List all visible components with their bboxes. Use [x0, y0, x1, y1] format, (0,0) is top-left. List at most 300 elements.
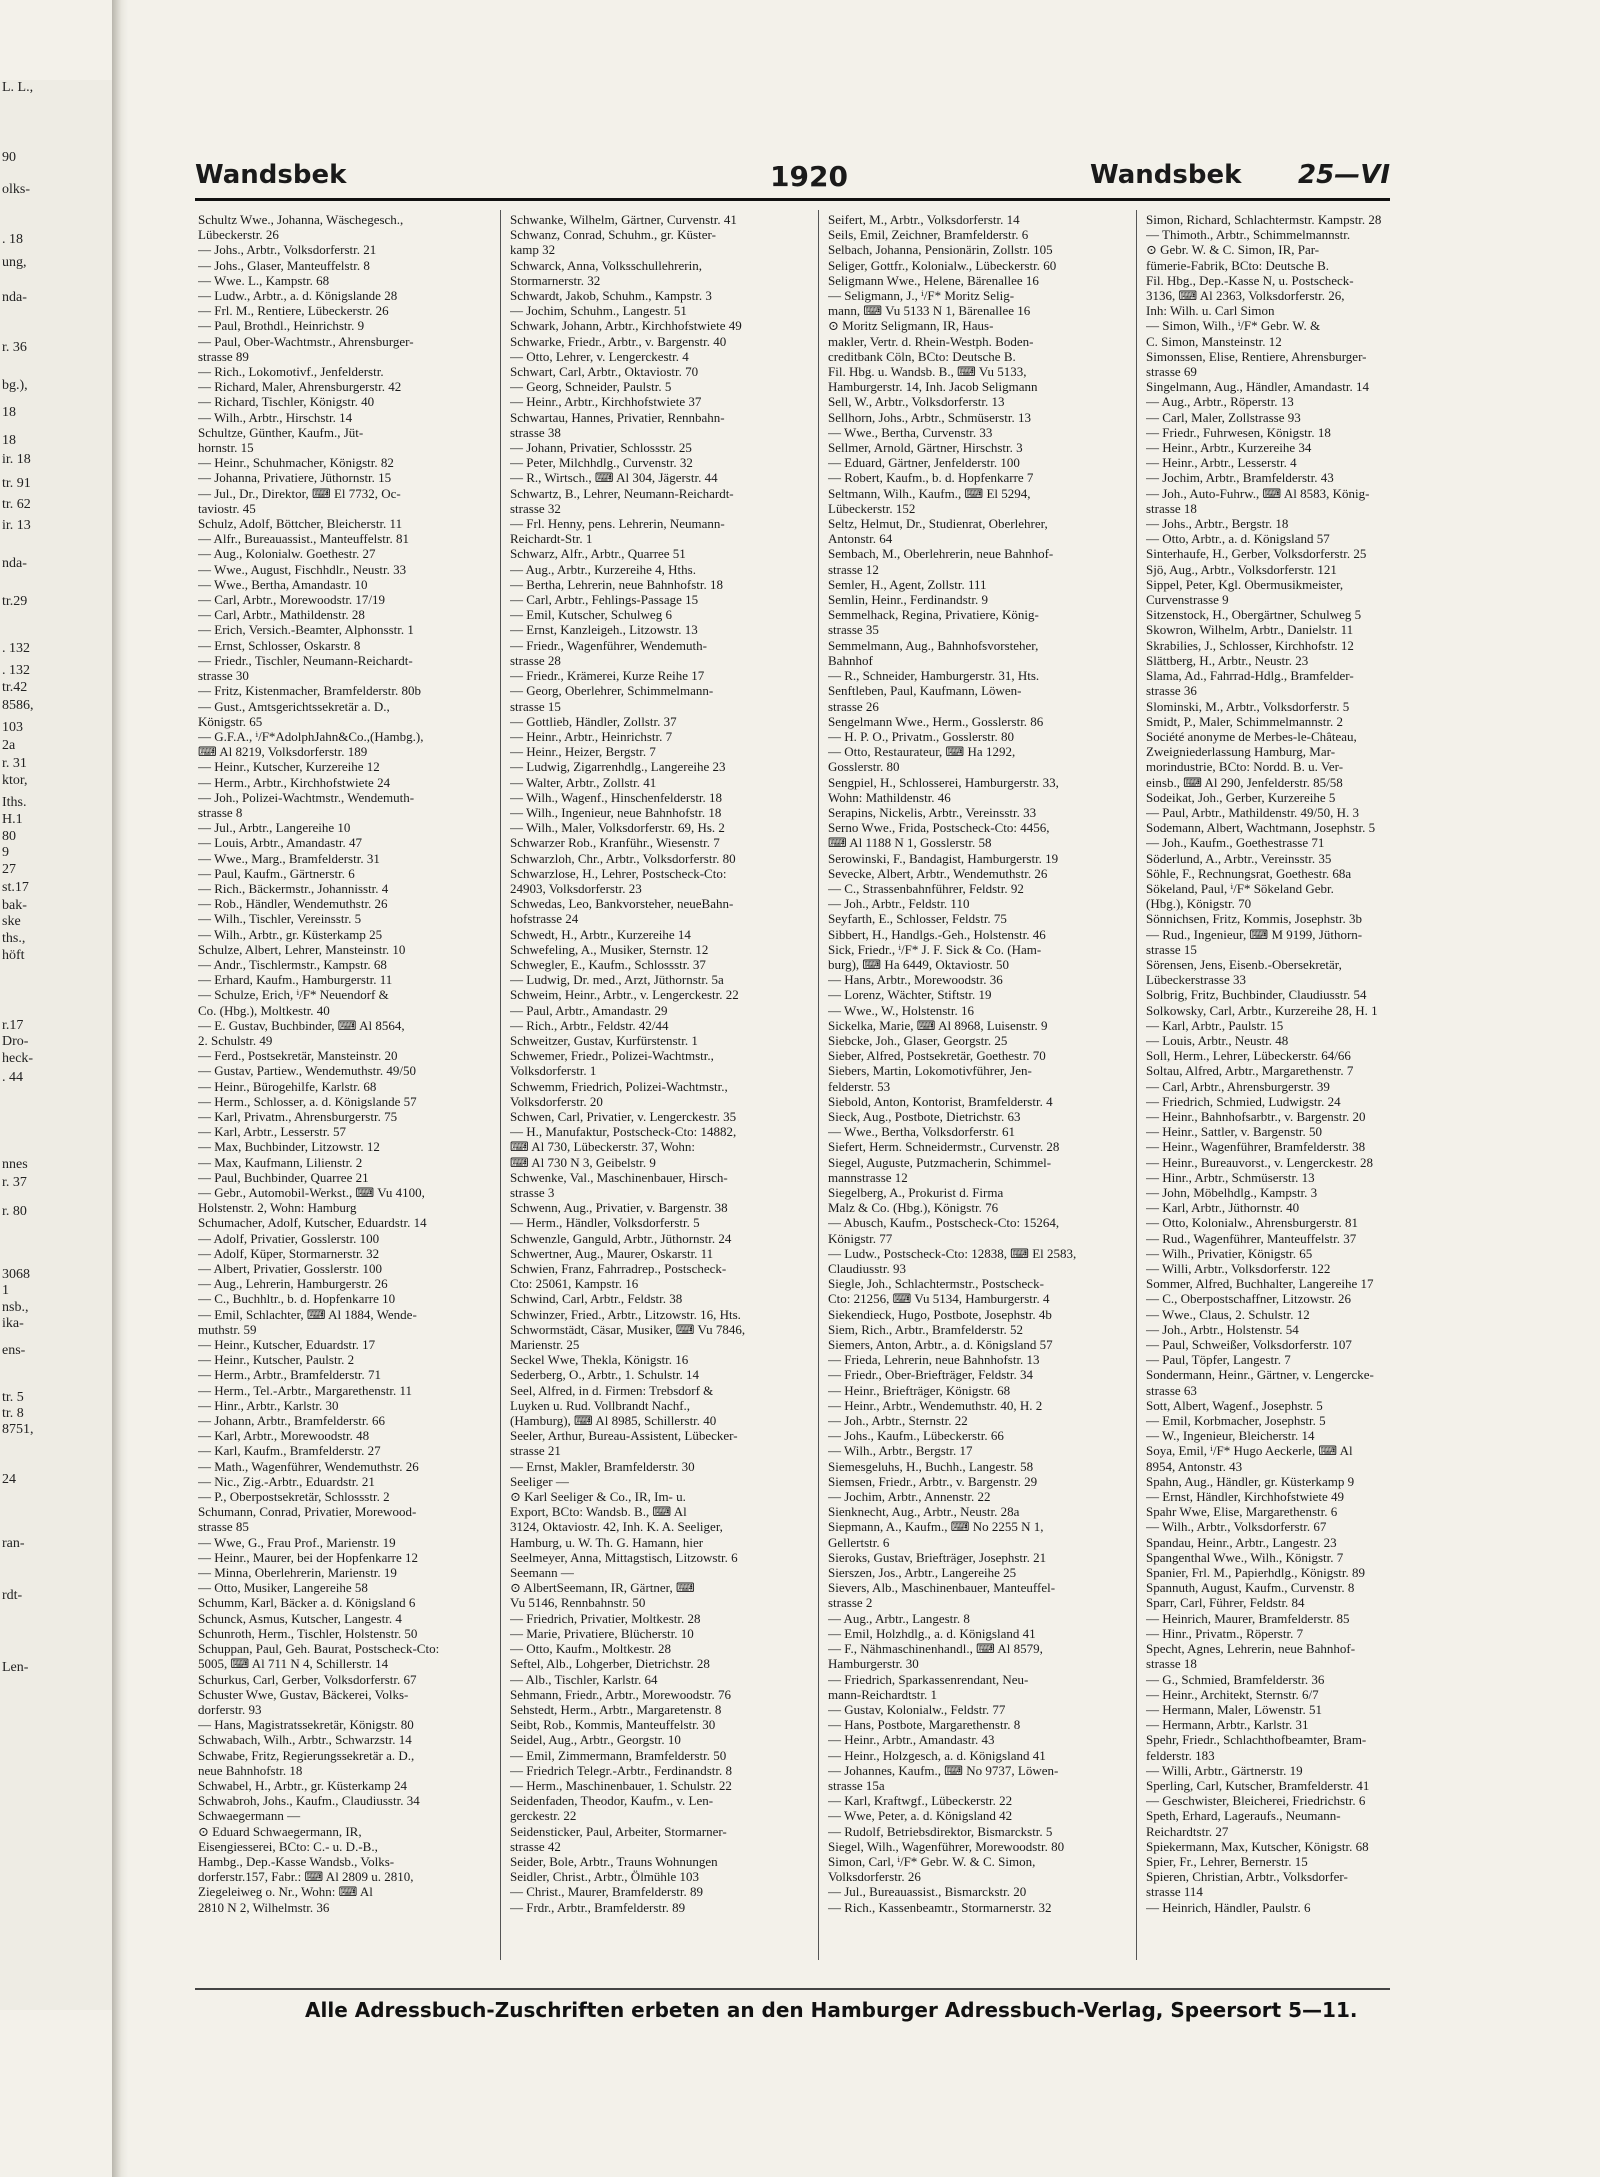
adjacent-page-fragment: 8751,	[2, 1422, 34, 1437]
directory-entry-line: Schulze, Albert, Lehrer, Mansteinstr. 10	[198, 941, 406, 957]
directory-entry-line: Königstr. 65	[198, 713, 263, 729]
directory-entry-line: Söderlund, A., Arbtr., Vereinsstr. 35	[1146, 850, 1332, 866]
directory-entry-line: — Christ., Maurer, Bramfelderstr. 89	[510, 1884, 703, 1900]
directory-entry-line: — Louis, Arbtr., Neustr. 48	[1146, 1032, 1289, 1048]
directory-entry-line: Inh: Wilh. u. Carl Simon	[1146, 303, 1275, 319]
directory-entry-line: — Wwe. L., Kampstr. 68	[198, 272, 330, 288]
directory-entry-line: Claudiusstr. 93	[828, 1261, 907, 1277]
adjacent-page-fragment: r. 31	[2, 756, 27, 771]
directory-entry-line: — Paul, Buchbinder, Quarree 21	[198, 1169, 369, 1185]
directory-entry-line: — Heinr., Kutscher, Paulstr. 2	[198, 1352, 355, 1368]
directory-entry-line: Vu 5146, Rennbahnstr. 50	[510, 1595, 646, 1611]
directory-entry-line: Sieck, Aug., Postbote, Dietrichstr. 63	[828, 1108, 1021, 1124]
directory-entry-line: Schwemer, Friedr., Polizei-Wachtmstr.,	[510, 1048, 714, 1064]
directory-entry-line: Selbach, Johanna, Pensionärin, Zollstr. 105	[828, 242, 1053, 258]
directory-entry-line: Siemers, Anton, Arbtr., a. d. Königsland 57	[828, 1337, 1053, 1353]
directory-entry-line: — Karl, Arbtr., Lesserstr. 57	[198, 1124, 347, 1140]
directory-entry-line: Stormarnerstr. 32	[510, 272, 601, 288]
adjacent-page-fragment: tr. 62	[2, 497, 31, 512]
directory-entry-line: Sondermann, Heinr., Gärtner, v. Lengercke-	[1146, 1367, 1374, 1383]
directory-entry-line: Schunroth, Herm., Tischler, Holstenstr. 50	[198, 1625, 418, 1641]
directory-entry-line: — Abusch, Kaufm., Postscheck-Cto: 15264,	[828, 1215, 1060, 1231]
directory-entry-line: Seelmeyer, Anna, Mittagstisch, Litzowstr. 6	[510, 1549, 738, 1565]
directory-entry-line: 2810 N 2, Wilhelmstr. 36	[198, 1899, 330, 1915]
directory-entry-line: — Otto, Musiker, Langereihe 58	[198, 1580, 368, 1596]
adjacent-page-edge	[0, 80, 113, 2010]
directory-entry-line: — Math., Wagenführer, Wendemuthstr. 26	[198, 1458, 419, 1474]
adjacent-page-fragment: nda-	[2, 556, 27, 571]
directory-entry-line: Lübeckerstrasse 33	[1146, 972, 1246, 988]
directory-entry-line: — Rich., Lokomotivf., Jenfelderstr.	[198, 364, 384, 380]
directory-entry-line: — Herm., Schlosser, a. d. Königslande 57	[198, 1093, 417, 1109]
directory-entry-line: Cto: 21256, ⌨ Vu 5134, Hamburgerstr. 4	[828, 1291, 1050, 1307]
directory-entry-line: — Geschwister, Bleicherei, Friedrichstr. 6	[1146, 1793, 1366, 1809]
directory-entry-line: — Frdr., Arbtr., Bramfelderstr. 89	[510, 1899, 686, 1915]
directory-entry-line: — Georg, Schneider, Paulstr. 5	[510, 379, 672, 395]
directory-entry-line: — H. P. O., Privatm., Gosslerstr. 80	[828, 728, 1014, 744]
directory-entry-line: Skowron, Wilhelm, Arbtr., Danielstr. 11	[1146, 622, 1354, 638]
directory-entry-line: Schwinzer, Fried., Arbtr., Litzowstr. 16, Hts.	[510, 1306, 741, 1322]
directory-entry-line: Hambg., Dep.-Kasse Wandsb., Volks-	[198, 1853, 395, 1869]
directory-entry-line: — Wwe, Peter, a. d. Königsland 42	[828, 1808, 1013, 1824]
directory-entry-line: Sjö, Aug., Arbtr., Volksdorferstr. 121	[1146, 561, 1337, 577]
directory-entry-line: Königstr. 77	[828, 1230, 893, 1246]
directory-entry-line: — Friedr., Wagenführer, Wendemuth-	[510, 637, 707, 653]
directory-entry-line: Gosslerstr. 80	[828, 759, 900, 775]
directory-entry-line: — Hans, Arbtr., Morewoodstr. 36	[828, 972, 1003, 988]
directory-entry-line: Co. (Hbg.), Moltkestr. 40	[198, 1002, 330, 1018]
directory-entry-line: Schwenke, Val., Maschinenbauer, Hirsch-	[510, 1169, 728, 1185]
directory-entry-line: — Johs., Glaser, Manteuffelstr. 8	[198, 257, 370, 273]
directory-entry-line: Solkowsky, Carl, Arbtr., Kurzereihe 28, H. 1	[1146, 1002, 1378, 1018]
directory-entry-line: — G., Schmied, Bramfelderstr. 36	[1146, 1671, 1325, 1687]
directory-entry-line: Schumacher, Adolf, Kutscher, Eduardstr. 14	[198, 1215, 427, 1231]
directory-entry-line: Sodeikat, Joh., Gerber, Kurzereihe 5	[1146, 789, 1336, 805]
directory-entry-line: Schwarzlose, H., Lehrer, Postscheck-Cto:	[510, 865, 727, 881]
directory-entry-line: Lübeckerstr. 26	[198, 227, 279, 243]
directory-entry-line: — Max, Buchbinder, Litzowstr. 12	[198, 1139, 380, 1155]
directory-entry-line: morindustrie, BCto: Nordd. B. u. Ver-	[1146, 759, 1344, 775]
directory-entry-line: — Friedrich, Privatier, Moltkestr. 28	[510, 1610, 701, 1626]
directory-entry-line: — Schulze, Erich, ⁱ/F* Neuendorf &	[198, 987, 389, 1003]
directory-entry-line: — Otto, Restaurateur, ⌨ Ha 1292,	[828, 744, 1016, 760]
directory-entry-line: — Karl, Arbtr., Paulstr. 15	[1146, 1017, 1284, 1033]
directory-entry-line: — Friedr., Tischler, Neumann-Reichardt-	[198, 652, 413, 668]
directory-entry-line: — Friedrich, Sparkassenrendant, Neu-	[828, 1671, 1029, 1687]
directory-entry-line: gerckestr. 22	[510, 1808, 577, 1824]
directory-entry-line: — Wwe., W., Holstenstr. 16	[828, 1002, 975, 1018]
directory-entry-line: — Lorenz, Wächter, Stiftstr. 19	[828, 987, 992, 1003]
directory-entry-line: — Heinr., Arbtr., Amandastr. 43	[828, 1732, 995, 1748]
directory-entry-line: Sitzenstock, H., Obergärtner, Schulweg 5	[1146, 607, 1362, 623]
directory-entry-line: — Heinr., Arbtr., Lesserstr. 4	[1146, 455, 1297, 471]
directory-entry-line: Zweigniederlassung Hamburg, Mar-	[1146, 744, 1336, 760]
adjacent-page-fragment: rdt-	[2, 1588, 23, 1603]
directory-entry-line: creditbank Cöln, BCto: Deutsche B.	[828, 348, 1016, 364]
directory-entry-line: — Ludw., Postscheck-Cto: 12838, ⌨ El 2583,	[828, 1245, 1077, 1261]
directory-entry-line: Hamburg, u. W. Th. G. Hamann, hier	[510, 1534, 704, 1550]
adjacent-page-fragment: tr.29	[2, 594, 28, 609]
directory-entry-line: — Joh., Polizei-Wachtmstr., Wendemuth-	[198, 789, 415, 805]
directory-entry-line: Seckel Wwe, Thekla, Königstr. 16	[510, 1352, 689, 1368]
directory-entry-line: Serapins, Nickelis, Arbtr., Vereinsstr. 33	[828, 804, 1037, 820]
directory-entry-line: Antonstr. 64	[828, 531, 893, 547]
directory-entry-line: Schwefeling, A., Musiker, Sternstr. 12	[510, 941, 709, 957]
directory-entry-line: — Willi, Arbtr., Volksdorferstr. 122	[1146, 1261, 1331, 1277]
directory-entry-line: — R., Wirtsch., ⌨ Al 304, Jägerstr. 44	[510, 470, 718, 486]
directory-entry-line: Bahnhof	[828, 652, 873, 668]
directory-entry-line: Siegel, Auguste, Putzmacherin, Schimmel-	[828, 1154, 1052, 1170]
directory-entry-line: — Johs., Kaufm., Lübeckerstr. 66	[828, 1428, 1004, 1444]
directory-entry-line: fümerie-Fabrik, BCto: Deutsche B.	[1146, 257, 1330, 273]
directory-entry-line: — Jochim, Schuhm., Langestr. 51	[510, 303, 687, 319]
directory-entry-line: — Wilh., Wagenf., Hinschenfelderstr. 18	[510, 789, 723, 805]
directory-entry-line: — Wwe, G., Frau Prof., Marienstr. 19	[198, 1534, 396, 1550]
adjacent-page-fragment: nnes	[2, 1157, 28, 1172]
directory-entry-line: Sönnichsen, Fritz, Kommis, Josephstr. 3b	[1146, 911, 1362, 927]
directory-entry-line: — Ludwig, Zigarrenhdlg., Langereihe 23	[510, 759, 726, 775]
directory-entry-line: — Johs., Arbtr., Volksdorferstr. 21	[198, 242, 377, 258]
directory-entry-line: Seidler, Christ., Arbtr., Ölmühle 103	[510, 1869, 700, 1885]
adjacent-page-fragment: ran-	[2, 1536, 25, 1551]
directory-entry-line: — Heinrich, Maurer, Bramfelderstr. 85	[1146, 1610, 1350, 1626]
directory-entry-line: Seifert, M., Arbtr., Volksdorferstr. 14	[828, 212, 1020, 227]
directory-entry-line: strasse 69	[1146, 364, 1197, 380]
column-divider	[818, 210, 819, 1960]
directory-entry-line: — Carl, Maler, Zollstrasse 93	[1146, 409, 1301, 425]
directory-entry-line: — Jochim, Arbtr., Bramfelderstr. 43	[1146, 470, 1334, 486]
directory-entry-line: Schwartz, B., Lehrer, Neumann-Reichardt-	[510, 485, 734, 501]
directory-entry-line: — Karl, Arbtr., Jüthornstr. 40	[1146, 1200, 1300, 1216]
adjacent-page-fragment: ktor,	[2, 773, 28, 788]
directory-entry-line: — Max, Kaufmann, Lilienstr. 2	[198, 1154, 363, 1170]
directory-entry-line: — Emil, Korbmacher, Josephstr. 5	[1146, 1413, 1326, 1429]
directory-entry-line: Schwien, Franz, Fahrradrep., Postscheck-	[510, 1261, 727, 1277]
directory-entry-line: strasse 2	[828, 1595, 873, 1611]
directory-entry-line: 24903, Volksdorferstr. 23	[510, 880, 642, 896]
directory-entry-line: — Wilh., Ingenieur, neue Bahnhofstr. 18	[510, 804, 722, 820]
directory-entry-line: Fil. Hbg., Dep.-Kasse N, u. Postscheck-	[1146, 272, 1354, 288]
directory-entry-line: — Rud., Wagenführer, Manteuffelstr. 37	[1146, 1230, 1357, 1246]
directory-entry-line: Spanier, Frl. M., Papierhdlg., Königstr. 89	[1146, 1565, 1366, 1581]
directory-entry-line: Lübeckerstr. 152	[828, 500, 916, 516]
adjacent-page-fragment: Len-	[2, 1660, 29, 1675]
directory-entry-line: Spehr, Friedr., Schlachthofbeamter, Bram-	[1146, 1732, 1367, 1748]
directory-entry-line: Seligmann Wwe., Helene, Bärenallee 16	[828, 272, 1039, 288]
directory-entry-line: Spahn, Aug., Händler, gr. Küsterkamp 9	[1146, 1473, 1355, 1489]
directory-entry-line: hofstrasse 24	[510, 911, 579, 927]
adjacent-page-fragment: 2a	[2, 738, 16, 753]
directory-entry-line: — Heinr., Kutscher, Eduardstr. 17	[198, 1337, 376, 1353]
adjacent-page-fragment: r.17	[2, 1018, 24, 1033]
directory-entry-line: — Aug., Arbtr., Langestr. 8	[828, 1610, 970, 1626]
directory-entry-line: Soya, Emil, ⁱ/F* Hugo Aeckerle, ⌨ Al	[1146, 1443, 1353, 1459]
directory-entry-line: Luyken u. Rud. Vollbrandt Nachf.,	[510, 1397, 691, 1413]
directory-entry-line: 2. Schulstr. 49	[198, 1032, 273, 1048]
directory-entry-line: Schulz, Adolf, Böttcher, Bleicherstr. 11	[198, 516, 403, 532]
directory-entry-line: Schwabel, H., Arbtr., gr. Küsterkamp 24	[198, 1777, 408, 1793]
directory-entry-line: Seftel, Alb., Lohgerber, Dietrichstr. 28	[510, 1656, 710, 1672]
directory-entry-line: — Johanna, Privatiere, Jüthornstr. 15	[198, 470, 392, 486]
directory-entry-line: Sellhorn, Johs., Arbtr., Schmüserstr. 13	[828, 409, 1031, 425]
directory-entry-line: felderstr. 183	[1146, 1747, 1215, 1763]
adjacent-page-fragment: 18	[2, 433, 16, 448]
directory-entry-line: ⊙ Gebr. W. & C. Simon, IR, Par-	[1146, 242, 1320, 258]
header-right-place: Wandsbek	[1090, 160, 1242, 190]
adjacent-page-fragment: 80	[2, 829, 16, 844]
directory-entry-line: Simon, Richard, Schlachtermstr. Kampstr. 28	[1146, 212, 1382, 227]
directory-entry-line: Seibt, Rob., Kommis, Manteuffelstr. 30	[510, 1717, 716, 1733]
directory-entry-line: — Aug., Lehrerin, Hamburgerstr. 26	[198, 1276, 388, 1292]
adjacent-page-fragment: bg.),	[2, 378, 28, 393]
adjacent-page-fragment: nsb.,	[2, 1300, 29, 1315]
directory-entry-line: Schumann, Conrad, Privatier, Morewood-	[198, 1504, 417, 1520]
directory-entry-line: strasse 63	[1146, 1382, 1197, 1398]
directory-entry-line: Schwemm, Friedrich, Polizei-Wachtmstr.,	[510, 1078, 728, 1094]
directory-entry-line: Schwedt, H., Arbtr., Kurzereihe 14	[510, 926, 691, 942]
directory-entry-line: 5005, ⌨ Al 711 N 4, Schillerstr. 14	[198, 1656, 389, 1672]
adjacent-page-fragment: tr. 8	[2, 1406, 24, 1421]
adjacent-page-fragment: 24	[2, 1472, 16, 1487]
directory-entry-line: ⌨ Al 730, Lübeckerstr. 37, Wohn:	[510, 1139, 696, 1155]
directory-entry-line: — Heinr., Kutscher, Kurzereihe 12	[198, 759, 380, 775]
directory-entry-line: muthstr. 59	[198, 1321, 257, 1337]
directory-entry-line: — Wwe., Bertha, Curvenstr. 33	[828, 424, 993, 440]
directory-entry-line: Simon, Carl, ⁱ/F* Gebr. W. & C. Simon,	[828, 1853, 1036, 1869]
directory-entry-line: — Ferd., Postsekretär, Mansteinstr. 20	[198, 1048, 398, 1064]
directory-entry-line: — Friedr., Fuhrwesen, Königstr. 18	[1146, 424, 1331, 440]
directory-entry-line: Spieren, Christian, Arbtr., Volksdorfer-	[1146, 1869, 1348, 1885]
directory-entry-line: Ziegeleiweg o. Nr., Wohn: ⌨ Al	[198, 1884, 373, 1900]
directory-entry-line: — Ludwig, Dr. med., Arzt, Jüthornstr. 5a	[510, 972, 724, 988]
directory-entry-line: Siebers, Martin, Lokomotivführer, Jen-	[828, 1063, 1032, 1079]
directory-entry-line: (Hamburg), ⌨ Al 8985, Schillerstr. 40	[510, 1413, 717, 1429]
directory-entry-line: felderstr. 53	[828, 1078, 891, 1094]
directory-entry-line: — C., Strassenbahnführer, Feldstr. 92	[828, 880, 1024, 896]
directory-entry-line: Soltau, Alfred, Arbtr., Margarethenstr. 7	[1146, 1063, 1354, 1079]
directory-entry-line: Schwenn, Aug., Privatier, v. Bargenstr. 38	[510, 1200, 728, 1216]
adjacent-page-fragment: 103	[2, 720, 23, 735]
directory-entry-line: strasse 8	[198, 804, 243, 820]
adjacent-page-fragment: r. 80	[2, 1204, 27, 1219]
directory-entry-line: makler, Vertr. d. Rhein-Westph. Boden-	[828, 333, 1034, 349]
directory-entry-line: — C., Oberpostschaffner, Litzowstr. 26	[1146, 1291, 1352, 1307]
directory-entry-line: — Heinrich, Händler, Paulstr. 6	[1146, 1899, 1311, 1915]
adjacent-page-fragment: nda-	[2, 290, 27, 305]
directory-entry-line: Seeler, Arthur, Bureau-Assistent, Lübecker-	[510, 1428, 738, 1444]
directory-entry-line: ⊙ Eduard Schwaegermann, IR,	[198, 1823, 362, 1839]
directory-entry-line: Speth, Erhard, Lageraufs., Neumann-	[1146, 1808, 1341, 1824]
directory-entry-line: — Richard, Tischler, Königstr. 40	[198, 394, 375, 410]
directory-entry-line: — Frieda, Lehrerin, neue Bahnhofstr. 13	[828, 1352, 1040, 1368]
directory-entry-line: — Aug., Arbtr., Röperstr. 13	[1146, 394, 1294, 410]
directory-entry-line: — Wilh., Arbtr., gr. Küsterkamp 25	[198, 926, 383, 942]
directory-entry-line: Semler, H., Agent, Zollstr. 111	[828, 576, 987, 592]
directory-entry-line: Slättberg, H., Arbtr., Neustr. 23	[1146, 652, 1309, 668]
directory-entry-line: — Heinr., Architekt, Sternstr. 6/7	[1146, 1686, 1319, 1702]
directory-entry-line: Schwertner, Aug., Maurer, Oskarstr. 11	[510, 1245, 714, 1261]
adjacent-page-fragment: tr.42	[2, 680, 28, 695]
directory-entry-line: Seider, Bole, Arbtr., Trauns Wohnungen	[510, 1853, 718, 1869]
directory-entry-line: — Andr., Tischlermstr., Kampstr. 68	[198, 956, 387, 972]
directory-entry-line: Schwarke, Friedr., Arbtr., v. Bargenstr. 40	[510, 333, 727, 349]
directory-entry-line: — Otto, Kolonialw., Ahrensburgerstr. 81	[1146, 1215, 1358, 1231]
directory-entry-line: — Frl. Henny, pens. Lehrerin, Neumann-	[510, 516, 725, 532]
directory-entry-line: Schwormstädt, Cäsar, Musiker, ⌨ Vu 7846,	[510, 1321, 746, 1337]
directory-entry-line: — Carl, Arbtr., Fehlings-Passage 15	[510, 592, 699, 608]
directory-entry-line: Schwanke, Wilhelm, Gärtner, Curvenstr. 41	[510, 212, 737, 227]
directory-entry-line: Sierszen, Jos., Arbtr., Langereihe 25	[828, 1565, 1017, 1581]
directory-entry-line: — Paul, Schweißer, Volksdorferstr. 107	[1146, 1337, 1352, 1353]
directory-entry-line: Sehmann, Friedr., Arbtr., Morewoodstr. 76	[510, 1686, 731, 1702]
directory-entry-line: Specht, Agnes, Lehrerin, neue Bahnhof-	[1146, 1641, 1356, 1657]
directory-entry-line: Seemann —	[510, 1565, 574, 1581]
page-header	[195, 154, 1390, 201]
directory-entry-line: mann, ⌨ Vu 5133 N 1, Bärenallee 16	[828, 303, 1031, 319]
adjacent-page-fragment: ika-	[2, 1316, 24, 1331]
directory-entry-line: Sevecke, Albert, Arbtr., Wendemuthstr. 26	[828, 865, 1048, 881]
directory-entry-line: Singelmann, Aug., Händler, Amandastr. 14	[1146, 379, 1369, 395]
directory-entry-line: Söhle, F., Rechnungsrat, Goethestr. 68a	[1146, 865, 1352, 881]
directory-entry-line: — Heinr., Bürogehilfe, Karlstr. 68	[198, 1078, 377, 1094]
directory-entry-line: Schwedas, Leo, Bankvorsteher, neueBahn-	[510, 896, 734, 912]
directory-entry-line: Schwark, Johann, Arbtr., Kirchhofstwiete 49	[510, 318, 742, 334]
directory-entry-line: — Heinr., Arbtr., Wendemuthstr. 40, H. 2	[828, 1397, 1043, 1413]
directory-entry-line: — Friedr., Ober-Briefträger, Feldstr. 34	[828, 1367, 1034, 1383]
directory-entry-line: Schwarck, Anna, Volksschullehrerin,	[510, 257, 702, 273]
directory-entry-line: — Wilh., Arbtr., Bergstr. 17	[828, 1443, 973, 1459]
directory-entry-line: — Heinr., Arbtr., Heinrichstr. 7	[510, 728, 673, 744]
directory-entry-line: strasse 15a	[828, 1777, 885, 1793]
directory-entry-line: — Thimoth., Arbtr., Schimmelmannstr.	[1146, 227, 1351, 243]
directory-entry-line: Hamburgerstr. 30	[828, 1656, 919, 1672]
directory-entry-line: — Ernst, Schlosser, Oskarstr. 8	[198, 637, 361, 653]
directory-entry-line: — F., Nähmaschinenhandl., ⌨ Al 8579,	[828, 1641, 1043, 1657]
directory-entry-line: Schwen, Carl, Privatier, v. Lengerckestr. 35	[510, 1108, 737, 1124]
directory-entry-line: — Otto, Lehrer, v. Lengerckestr. 4	[510, 348, 689, 364]
directory-entry-line: — Peter, Milchhdlg., Curvenstr. 32	[510, 455, 693, 471]
directory-entry-line: Siebcke, Joh., Glaser, Georgstr. 25	[828, 1032, 1008, 1048]
directory-entry-line: — Herm., Arbtr., Bramfelderstr. 71	[198, 1367, 382, 1383]
directory-entry-line: — Rich., Arbtr., Feldstr. 42/44	[510, 1017, 669, 1033]
directory-entry-line: — Heinr., Bahnhofsarbtr., v. Bargenstr. 20	[1146, 1108, 1366, 1124]
directory-column-4	[1146, 212, 1456, 1962]
directory-entry-line: Spahr Wwe, Elise, Margarethenstr. 6	[1146, 1504, 1338, 1520]
directory-entry-line: — Ernst, Kanzleigeh., Litzowstr. 13	[510, 622, 698, 638]
directory-entry-line: Schwabe, Fritz, Regierungssekretär a. D.,	[198, 1747, 415, 1763]
directory-entry-line: ⊙ Moritz Seligmann, IR, Haus-	[828, 318, 994, 334]
directory-entry-line: Sommer, Alfred, Buchhalter, Langereihe 17	[1146, 1276, 1374, 1292]
directory-entry-line: Sodemann, Albert, Wachtmann, Josephstr. 5	[1146, 820, 1376, 836]
directory-entry-line: — G.F.A., ⁱ/F*AdolphJahn&Co.,(Hambg.),	[198, 728, 424, 744]
directory-entry-line: — Wwe., Bertha, Volksdorferstr. 61	[828, 1124, 1016, 1140]
directory-entry-line: — Hans, Magistratssekretär, Königstr. 80	[198, 1717, 414, 1733]
directory-column-3	[828, 212, 1128, 1962]
directory-entry-line: Schwenzle, Ganguld, Arbtr., Jüthornstr. 24	[510, 1230, 732, 1246]
directory-entry-line: — Hinr., Privatm., Röperstr. 7	[1146, 1625, 1304, 1641]
directory-entry-line: Schwardt, Jakob, Schuhm., Kampstr. 3	[510, 288, 712, 304]
directory-entry-line: Schumm, Karl, Bäcker a. d. Königsland 6	[198, 1595, 416, 1611]
directory-entry-line: Slama, Ad., Fahrrad-Hdlg., Bramfelder-	[1146, 668, 1354, 684]
directory-entry-line: Soll, Herm., Lehrer, Lübeckerstr. 64/66	[1146, 1048, 1351, 1064]
directory-entry-line: Sembach, M., Oberlehrerin, neue Bahnhof-	[828, 546, 1054, 562]
directory-entry-line: — Emil, Zimmermann, Bramfelderstr. 50	[510, 1747, 727, 1763]
directory-entry-line: Semlin, Heinr., Ferdinandstr. 9	[828, 592, 988, 608]
directory-entry-line: kamp 32	[510, 242, 556, 258]
directory-entry-line: ⌨ Al 8219, Volksdorferstr. 189	[198, 744, 368, 760]
directory-entry-line: — Rich., Bäckermstr., Johannisstr. 4	[198, 880, 389, 896]
adjacent-page-fragment: tr. 5	[2, 1390, 24, 1405]
directory-entry-line: 3136, ⌨ Al 2363, Volksdorferstr. 26,	[1146, 288, 1345, 304]
directory-entry-line: Seltmann, Wilh., Kaufm., ⌨ El 5294,	[828, 485, 1031, 501]
directory-entry-line: Schwart, Carl, Arbtr., Oktaviostr. 70	[510, 364, 699, 380]
directory-entry-line: einsb., ⌨ Al 290, Jenfelderstr. 85/58	[1146, 774, 1343, 790]
directory-entry-line: Siegle, Joh., Schlachtermstr., Postscheck-	[828, 1276, 1044, 1292]
directory-entry-line: — Wwe., August, Fischhdlr., Neustr. 33	[198, 561, 407, 577]
directory-entry-line: Siemesgeluhs, H., Buchh., Langestr. 58	[828, 1458, 1034, 1474]
directory-entry-line: Schwarzer Rob., Kranführ., Wiesenstr. 7	[510, 835, 720, 851]
directory-entry-line: Seils, Emil, Zeichner, Bramfelderstr. 6	[828, 227, 1029, 243]
directory-entry-line: strasse 30	[198, 668, 249, 684]
directory-entry-line: — Aug., Arbtr., Kurzereihe 4, Hths.	[510, 561, 696, 577]
directory-entry-line: — Eduard, Gärtner, Jenfelderstr. 100	[828, 455, 1020, 471]
directory-entry-line: — Karl, Kaufm., Bramfelderstr. 27	[198, 1443, 381, 1459]
directory-entry-line: — Herm., Händler, Volksdorferstr. 5	[510, 1215, 700, 1231]
adjacent-page-fragment: L. L.,	[2, 80, 34, 95]
directory-entry-line: — Alfr., Bureauassist., Manteuffelstr. 81	[198, 531, 409, 547]
directory-entry-line: Volksdorferstr. 1	[510, 1063, 597, 1079]
directory-entry-line: Sehstedt, Herm., Arbtr., Margaretenstr. 8	[510, 1701, 722, 1717]
directory-entry-line: Spandau, Heinr., Arbtr., Langestr. 23	[1146, 1534, 1337, 1550]
directory-entry-line: Schuppan, Paul, Geh. Baurat, Postscheck-Cto:	[198, 1641, 440, 1657]
directory-entry-line: (Hbg.), Königstr. 70	[1146, 896, 1252, 912]
directory-entry-line: Sibbert, H., Handlgs.-Geh., Holstenstr. 46	[828, 926, 1046, 942]
adjacent-page-fragment: st.17	[2, 880, 29, 895]
directory-entry-line: — Wilh., Arbtr., Volksdorferstr. 67	[1146, 1519, 1327, 1535]
directory-entry-line: — Joh., Arbtr., Holstenstr. 54	[1146, 1321, 1299, 1337]
directory-entry-line: — Wilh., Maler, Volksdorferstr. 69, Hs. 2	[510, 820, 725, 836]
adjacent-page-fragment: H.1	[2, 812, 23, 827]
directory-entry-line: strasse 89	[198, 348, 249, 364]
directory-entry-line: Schultze, Günther, Kaufm., Jüt-	[198, 424, 364, 440]
directory-entry-line: Sott, Albert, Wagenf., Josephstr. 5	[1146, 1397, 1323, 1413]
directory-entry-line: ⊙ AlbertSeemann, IR, Gärtner, ⌨	[510, 1580, 695, 1596]
column-divider	[500, 210, 501, 1960]
directory-entry-line: — Heinr., Heizer, Bergstr. 7	[510, 744, 656, 760]
directory-entry-line: Serno Wwe., Frida, Postscheck-Cto: 4456,	[828, 820, 1050, 836]
directory-entry-line: — Wilh., Privatier, Königstr. 65	[1146, 1245, 1313, 1261]
directory-entry-line: — Herm., Maschinenbauer, 1. Schulstr. 22	[510, 1777, 732, 1793]
directory-entry-line: — Johann, Arbtr., Bramfelderstr. 66	[198, 1413, 386, 1429]
adjacent-page-fragment: ths.,	[2, 931, 26, 946]
directory-entry-line: Spier, Fr., Lehrer, Bernerstr. 15	[1146, 1853, 1308, 1869]
directory-entry-line: Schurkus, Carl, Gerber, Volksdorferstr. 67	[198, 1671, 417, 1687]
directory-entry-line: Semmelmann, Aug., Bahnhofsvorsteher,	[828, 637, 1039, 653]
directory-entry-line: 3124, Oktaviostr. 42, Inh. K. A. Seeliger,	[510, 1519, 723, 1535]
directory-entry-line: — Karl, Kraftwgf., Lübeckerstr. 22	[828, 1793, 1013, 1809]
directory-entry-line: strasse 85	[198, 1519, 249, 1535]
directory-entry-line: — Wilh., Arbtr., Hirschstr. 14	[198, 409, 353, 425]
directory-entry-line: strasse 42	[510, 1838, 561, 1854]
adjacent-page-fragment: ens-	[2, 1343, 26, 1358]
directory-entry-line: Schuster Wwe, Gustav, Bäckerei, Volks-	[198, 1686, 409, 1702]
directory-entry-line: Holstenstr. 2, Wohn: Hamburg	[198, 1200, 357, 1216]
directory-entry-line: — Rud., Ingenieur, ⌨ M 9199, Jüthorn-	[1146, 926, 1363, 942]
directory-entry-line: Schwartau, Hannes, Privatier, Rennbahn-	[510, 409, 725, 425]
directory-entry-line: — Gust., Amtsgerichtssekretär a. D.,	[198, 698, 390, 714]
directory-entry-line: Cto: 25061, Kampstr. 16	[510, 1276, 639, 1292]
directory-entry-line: — Wwe., Marg., Bramfelderstr. 31	[198, 850, 380, 866]
